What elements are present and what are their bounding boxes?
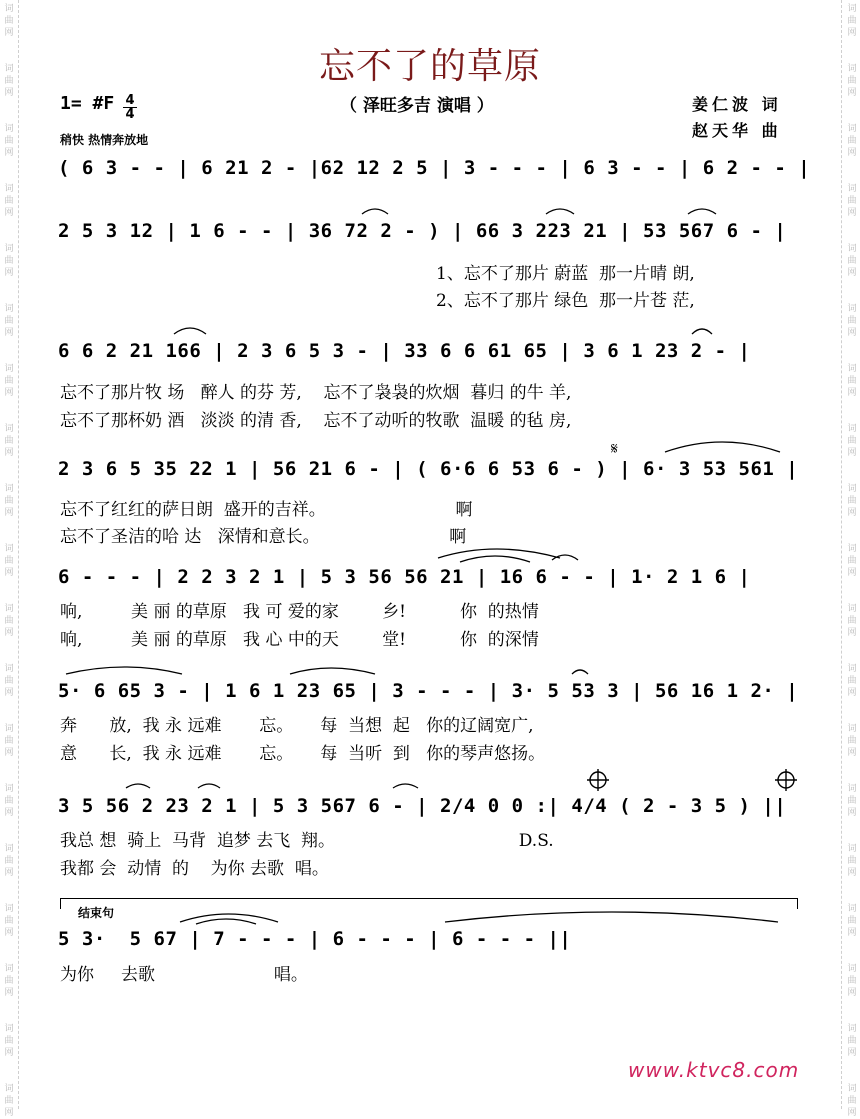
watermark-char: 词: [4, 304, 14, 314]
watermark-char: 网: [847, 268, 857, 278]
watermark-char: 网: [4, 568, 14, 578]
slur: [393, 784, 418, 788]
watermark-char: 曲: [4, 76, 14, 86]
watermark-char: 词: [847, 844, 857, 854]
watermark-char: 曲: [847, 436, 857, 446]
watermark-char: 曲: [847, 616, 857, 626]
slur: [196, 919, 256, 924]
ending-label: 结束句: [78, 906, 115, 920]
watermark-char: 网: [4, 808, 14, 818]
lyric-line-3a: 忘不了那片牧 场 醉人 的芬 芳, 忘不了袅袅的炊烟 暮归 的牛 羊,: [60, 383, 572, 403]
slur: [180, 914, 278, 922]
watermark-char: 网: [4, 928, 14, 938]
watermark-char: 词: [4, 724, 14, 734]
lyric-line-6b: 意 长, 我 永 远难 忘。 每 当听 到 你的琴声悠扬。: [60, 744, 546, 764]
slur: [174, 328, 206, 334]
watermark-char: 曲: [847, 496, 857, 506]
watermark-char: 词: [847, 424, 857, 434]
watermark-char: 词: [847, 124, 857, 134]
watermark-char: 网: [4, 988, 14, 998]
watermark-char: 网: [847, 748, 857, 758]
watermark-char: 网: [4, 868, 14, 878]
watermark-char: 词: [4, 364, 14, 374]
watermark-char: 词: [847, 544, 857, 554]
watermark-char: 曲: [847, 76, 857, 86]
slur: [126, 784, 150, 788]
watermark-char: 网: [4, 448, 14, 458]
lyricist-credit: 姜仁波 词: [692, 95, 782, 114]
watermark-char: 词: [4, 1024, 14, 1034]
watermark-char: 曲: [847, 856, 857, 866]
watermark-char: 词: [847, 304, 857, 314]
watermark-char: 词: [847, 664, 857, 674]
watermark-char: 词: [4, 604, 14, 614]
watermark-char: 曲: [4, 1096, 14, 1106]
watermark-char: 曲: [4, 256, 14, 266]
watermark-char: 曲: [4, 1036, 14, 1046]
watermark-char: 网: [847, 388, 857, 398]
watermark-char: 词: [4, 4, 14, 14]
watermark-char: 网: [847, 628, 857, 638]
watermark-char: 词: [4, 664, 14, 674]
watermark-char: 曲: [4, 196, 14, 206]
song-title: 忘不了的草原: [318, 46, 541, 87]
watermark-char: 曲: [4, 976, 14, 986]
slur: [688, 209, 716, 214]
lyric-line-8: 为你 去歌 唱。: [60, 965, 308, 985]
watermark-char: 曲: [847, 1096, 857, 1106]
watermark-char: 网: [4, 268, 14, 278]
watermark-char: 词: [4, 484, 14, 494]
watermark-char: 网: [847, 1048, 857, 1058]
composer-credit: 赵天华 曲: [692, 121, 782, 140]
slur: [438, 549, 560, 558]
slur: [572, 670, 588, 674]
watermark-char: 曲: [847, 1036, 857, 1046]
tempo-marking: 稍快 热情奔放地: [60, 133, 149, 147]
watermark-char: 曲: [4, 376, 14, 386]
watermark-char: 网: [847, 988, 857, 998]
watermark-char: 网: [4, 388, 14, 398]
watermark-char: 词: [4, 244, 14, 254]
watermark-char: 词: [4, 184, 14, 194]
watermark-char: 词: [847, 244, 857, 254]
watermark-char: 网: [4, 148, 14, 158]
watermark-char: 词: [4, 1084, 14, 1094]
watermark-char: 曲: [847, 736, 857, 746]
watermark-char: 网: [4, 1108, 14, 1118]
watermark-char: 网: [847, 688, 857, 698]
lyric-line-6a: 奔 放, 我 永 远难 忘。 每 当想 起 你的辽阔宽广,: [60, 716, 534, 736]
site-watermark: www.ktvc8.com: [628, 1058, 800, 1082]
ending-bracket: [60, 898, 798, 909]
watermark-char: 曲: [847, 376, 857, 386]
right-watermark-strip: [841, 0, 860, 1118]
watermark-char: 网: [4, 328, 14, 338]
watermark-char: 曲: [847, 196, 857, 206]
watermark-char: 网: [847, 88, 857, 98]
watermark-char: 词: [4, 904, 14, 914]
watermark-char: 曲: [847, 676, 857, 686]
lyric-line-2a: 1、忘不了那片 蔚蓝 那一片晴 朗,: [436, 264, 695, 284]
key-signature: 1= #F: [60, 93, 115, 114]
watermark-char: 词: [847, 484, 857, 494]
lyric-line-7b: 我都 会 动情 的 为你 去歌 唱。: [60, 859, 329, 879]
lyric-line-4b: 忘不了圣洁的哈 达 深情和意长。 啊: [60, 527, 467, 547]
watermark-char: 曲: [4, 496, 14, 506]
slur: [665, 442, 780, 452]
score-line-8: 5 3· 5 67 | 7 - - - | 6 - - - | 6 - - - ||: [58, 928, 572, 950]
watermark-char: 曲: [4, 556, 14, 566]
slur: [692, 329, 712, 334]
lyric-line-5b: 响, 美 丽 的草原 我 心 中的天 堂! 你 的深情: [60, 630, 539, 650]
watermark-char: 网: [4, 748, 14, 758]
watermark-char: 词: [847, 904, 857, 914]
watermark-char: 曲: [4, 16, 14, 26]
watermark-char: 词: [4, 124, 14, 134]
watermark-char: 曲: [4, 316, 14, 326]
watermark-char: 网: [4, 88, 14, 98]
watermark-char: 网: [847, 508, 857, 518]
watermark-char: 网: [847, 448, 857, 458]
watermark-char: 词: [847, 1024, 857, 1034]
watermark-char: 网: [4, 28, 14, 38]
watermark-char: 网: [847, 928, 857, 938]
watermark-char: 曲: [847, 556, 857, 566]
watermark-char: 网: [847, 808, 857, 818]
watermark-char: 网: [847, 1108, 857, 1118]
watermark-char: 曲: [4, 616, 14, 626]
watermark-char: 曲: [4, 136, 14, 146]
watermark-char: 词: [4, 964, 14, 974]
lyric-line-4a: 忘不了红红的萨日朗 盛开的吉祥。 啊: [60, 500, 473, 520]
watermark-char: 网: [4, 628, 14, 638]
watermark-char: 网: [847, 568, 857, 578]
watermark-char: 词: [4, 784, 14, 794]
watermark-char: 曲: [847, 256, 857, 266]
slur: [552, 555, 578, 560]
lyric-line-5a: 响, 美 丽 的草原 我 可 爱的家 乡! 你 的热情: [60, 602, 539, 622]
watermark-char: 词: [4, 844, 14, 854]
score-line-5: 6 - - - | 2 2 3 2 1 | 5 3 56 56 21 | 16 6 - - | 1· 2 1 6 |: [58, 566, 751, 588]
coda-icon: [590, 772, 606, 788]
watermark-char: 词: [847, 1084, 857, 1094]
watermark-char: 网: [4, 1048, 14, 1058]
slur: [445, 912, 778, 922]
slur: [546, 209, 574, 214]
score-line-3: 6 6 2 21 166 | 2 3 6 5 3 - | 33 6 6 61 65 | 3 6 1 23 2 - |: [58, 340, 751, 362]
slur: [290, 668, 375, 674]
singer-credit: （ 泽旺多吉 演唱 ）: [340, 96, 494, 116]
watermark-char: 词: [4, 424, 14, 434]
watermark-char: 曲: [847, 796, 857, 806]
score-line-4: 2 3 6 5 35 22 1 | 56 21 6 - | ( 6·6 6 53 6 - ) | 6· 3 53 561 |: [58, 458, 799, 480]
score-line-6: 5· 6 65 3 - | 1 6 1 23 65 | 3 - - - | 3· 5 53 3 | 56 16 1 2· |: [58, 680, 799, 702]
watermark-char: 曲: [4, 796, 14, 806]
watermark-char: 曲: [4, 856, 14, 866]
watermark-char: 网: [4, 508, 14, 518]
watermark-char: 词: [4, 64, 14, 74]
lyric-line-7a: 我总 想 骑上 马背 追梦 去飞 翔。 D.S.: [60, 831, 554, 851]
watermark-char: 网: [4, 208, 14, 218]
watermark-char: 词: [4, 544, 14, 554]
slur: [198, 784, 220, 788]
watermark-char: 网: [847, 208, 857, 218]
watermark-char: 网: [4, 688, 14, 698]
watermark-char: 词: [847, 184, 857, 194]
watermark-char: 网: [847, 148, 857, 158]
left-watermark-strip: [0, 0, 19, 1118]
watermark-char: 曲: [847, 916, 857, 926]
watermark-char: 曲: [847, 16, 857, 26]
score-line-1: ( 6 3 - - | 6 21 2 - |62 12 2 5 | 3 - - - | 6 3 - - | 6 2 - - |: [58, 157, 811, 179]
watermark-char: 曲: [847, 976, 857, 986]
watermark-char: 词: [847, 4, 857, 14]
time-sig-top: 4: [125, 93, 135, 108]
lyric-line-3b: 忘不了那杯奶 酒 淡淡 的清 香, 忘不了动听的牧歌 温暖 的毡 房,: [60, 411, 572, 431]
watermark-char: 词: [847, 724, 857, 734]
watermark-char: 曲: [4, 436, 14, 446]
watermark-char: 词: [847, 784, 857, 794]
watermark-char: 网: [847, 28, 857, 38]
segno-icon: 𝄋: [611, 439, 618, 458]
watermark-char: 词: [847, 604, 857, 614]
slur: [66, 667, 182, 674]
watermark-char: 词: [847, 964, 857, 974]
score-line-7: 3 5 56 2 23 2 1 | 5 3 567 6 - | 2/4 0 0 :| 4/4 ( 2 - 3 5 ) ||: [58, 795, 787, 817]
time-signature: [123, 94, 137, 121]
score-line-2: 2 5 3 12 | 1 6 - - | 36 72 2 - ) | 66 3 223 21 | 53 567 6 - |: [58, 220, 787, 242]
watermark-char: 网: [847, 328, 857, 338]
coda-icon: [778, 772, 794, 788]
watermark-char: 词: [847, 64, 857, 74]
watermark-char: 曲: [4, 736, 14, 746]
watermark-char: 曲: [4, 916, 14, 926]
watermark-char: 曲: [847, 136, 857, 146]
watermark-char: 词: [847, 364, 857, 374]
time-sig-bottom: 4: [123, 107, 137, 121]
watermark-char: 网: [847, 868, 857, 878]
lyric-line-2b: 2、忘不了那片 绿色 那一片苍 茫,: [436, 291, 695, 311]
watermark-char: 曲: [4, 676, 14, 686]
watermark-char: 曲: [847, 316, 857, 326]
slur: [460, 556, 530, 562]
slur: [362, 209, 388, 214]
